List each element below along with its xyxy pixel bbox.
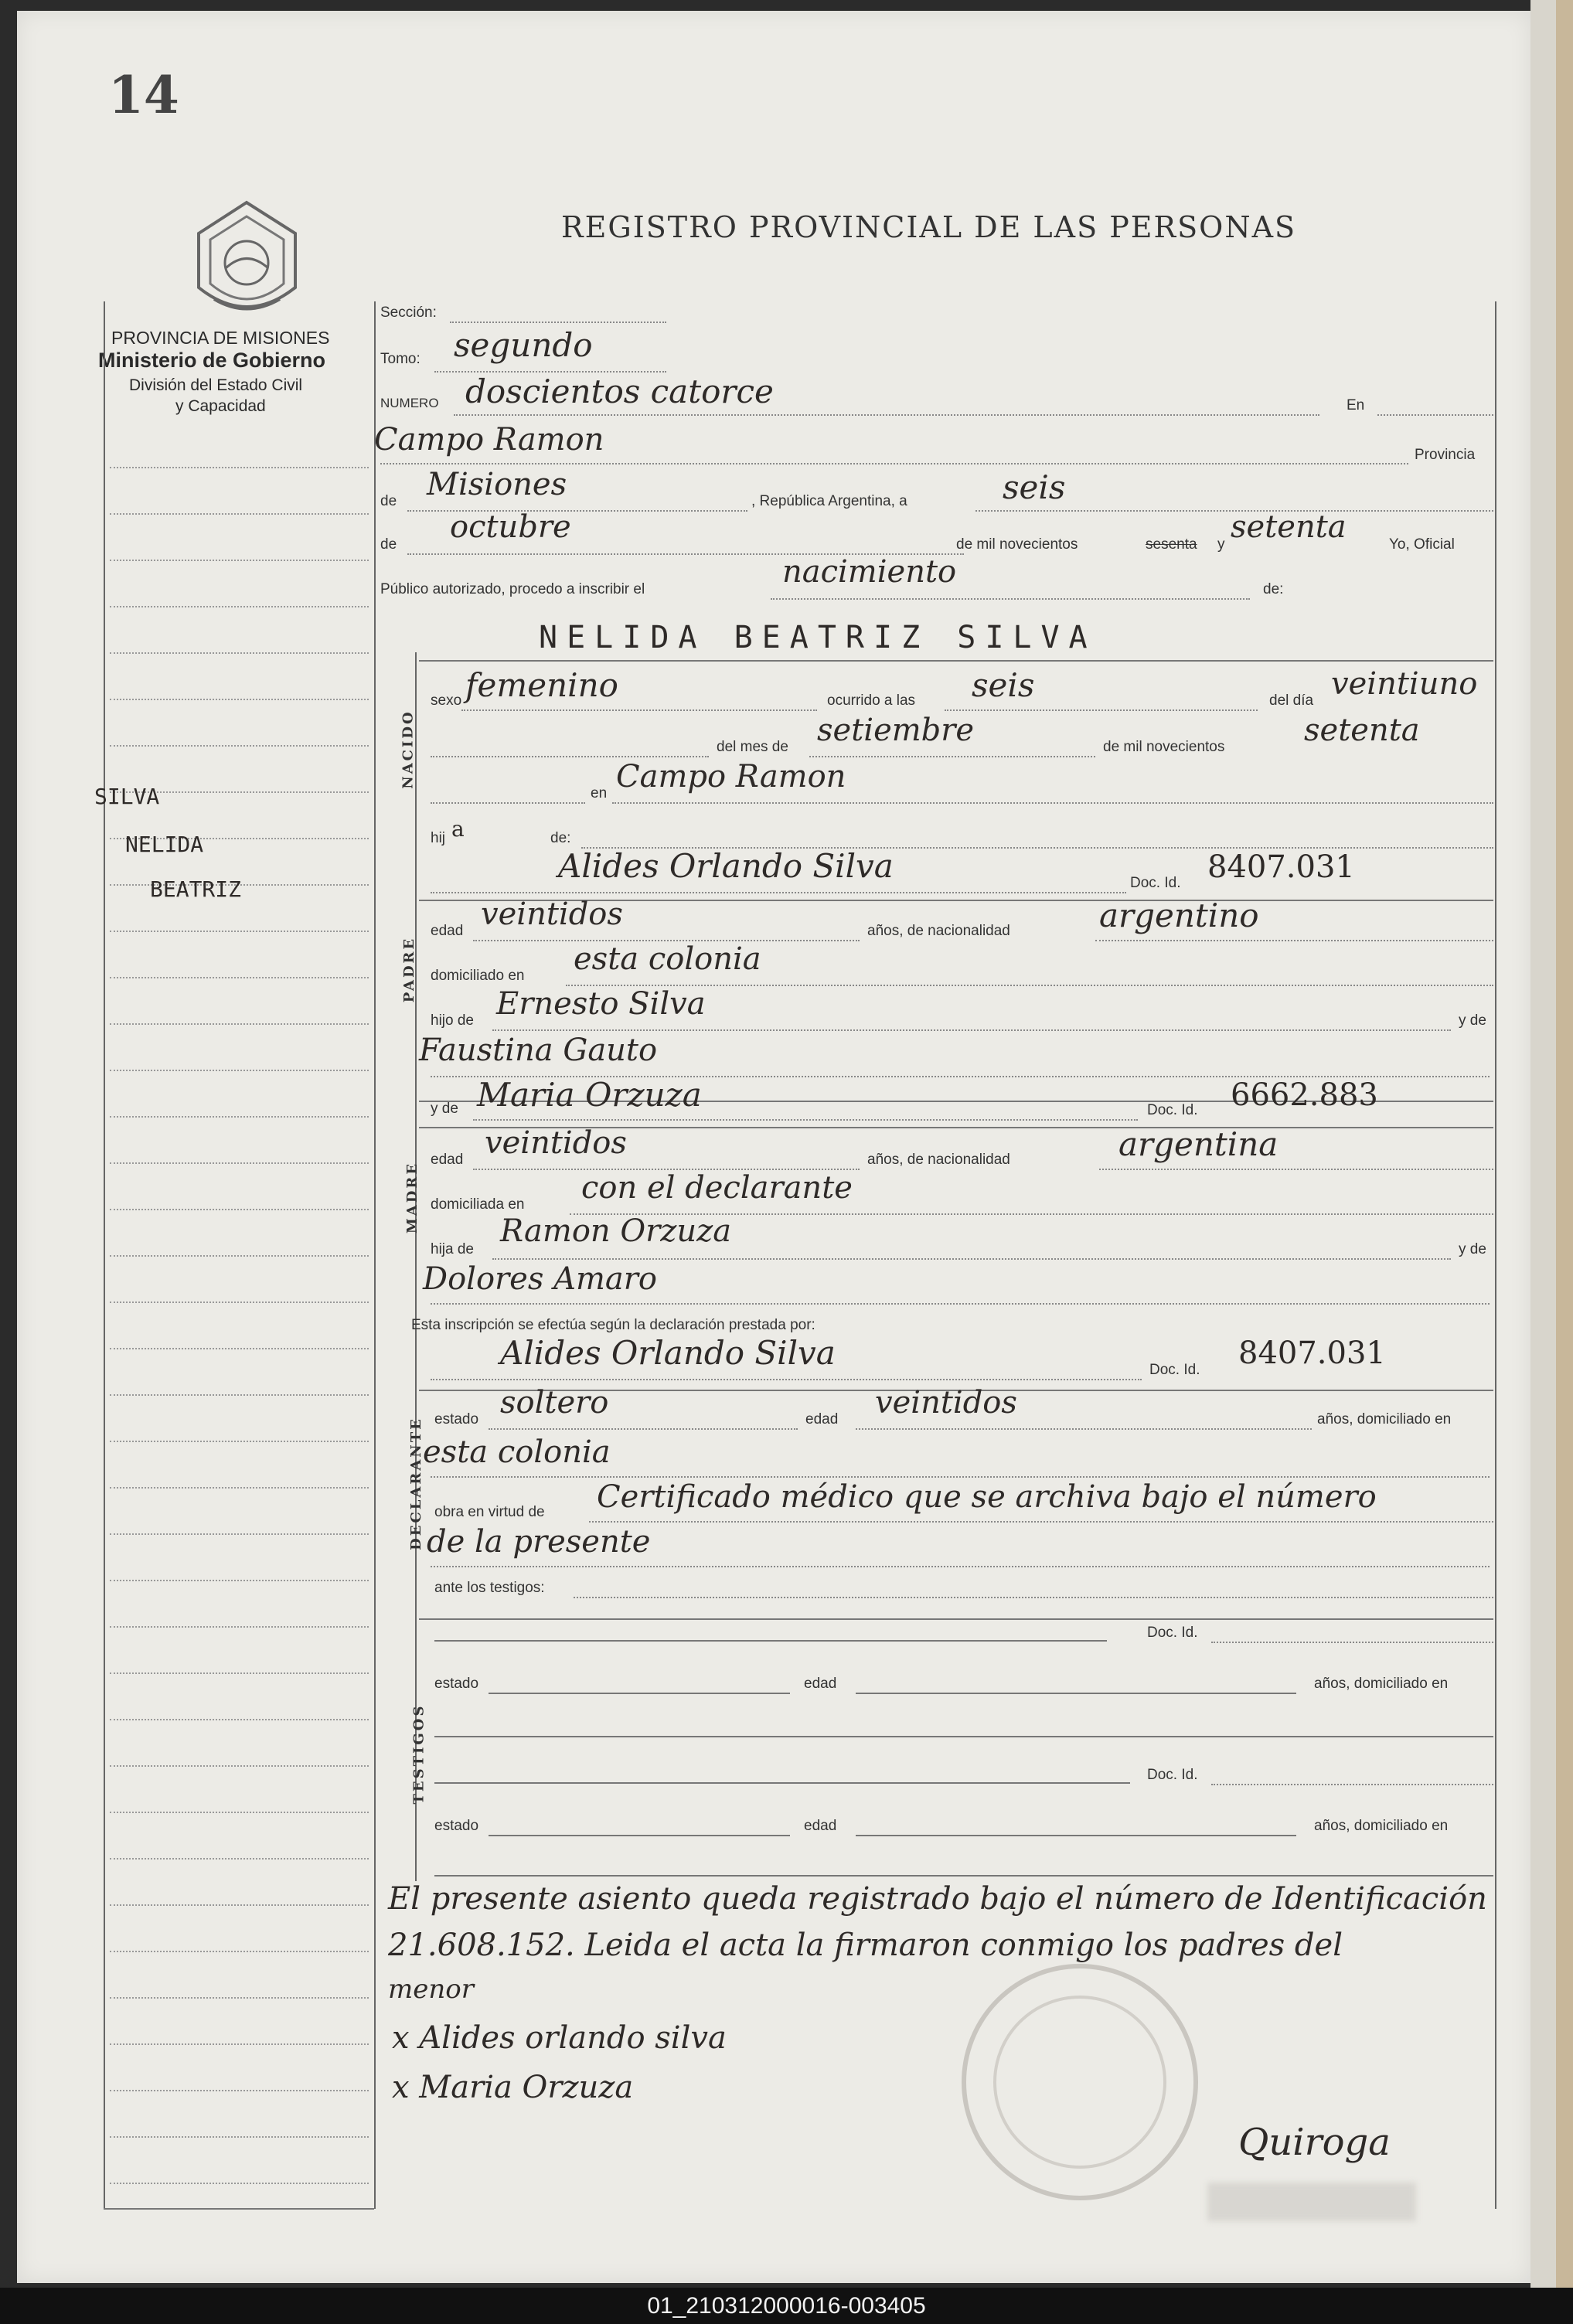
margin-ruling-line <box>110 1904 369 1906</box>
madre-anos-label: años, de nacionalidad <box>867 1152 1010 1168</box>
de-label-3: de: <box>550 830 571 846</box>
ocurrido-label: ocurrido a las <box>827 692 916 709</box>
margin-ruling-line <box>110 977 369 978</box>
declarante-dom-value: esta colonia <box>423 1434 611 1470</box>
page-title: REGISTRO PROVINCIAL DE LAS PERSONAS <box>561 210 1297 244</box>
firma-madre: x Maria Orzuza <box>392 2070 634 2105</box>
margin-ruling-line <box>110 699 369 700</box>
province-label: PROVINCIA DE MISIONES <box>111 328 330 348</box>
margin-ruling-line <box>110 652 369 654</box>
testigo2-estado-label: estado <box>434 1818 479 1834</box>
margin-ruling-line <box>110 1580 369 1581</box>
anio-nac-value: setenta <box>1304 713 1420 748</box>
publico-label: Público autorizado, procedo a inscribir el <box>380 581 645 597</box>
mes-nac-value: setiembre <box>817 713 975 748</box>
margin-ruling-line <box>110 1997 369 1999</box>
ante-label: ante los testigos: <box>434 1580 545 1596</box>
madre-edad-label: edad <box>431 1152 464 1168</box>
margin-surname: SILVA <box>94 784 160 809</box>
padre-side-label: PADRE <box>401 936 418 1003</box>
tomo-value: segundo <box>454 326 593 364</box>
nota-line-2: 21.608.152. Leida el acta la firmaron conmigo los padres del <box>388 1928 1343 1963</box>
testigos-side-label: TESTIGOS <box>410 1703 427 1805</box>
margin-ruling-line <box>110 1951 369 1952</box>
padre-y-de-label: y de <box>1459 1012 1486 1029</box>
margin-ruling-line <box>110 1858 369 1860</box>
ministry-label: Ministerio de Gobierno <box>98 349 326 372</box>
margin-ruling-line <box>110 1441 369 1442</box>
margin-ruling-line <box>110 931 369 932</box>
padre-nac-value: argentino <box>1099 897 1259 934</box>
en-label: En <box>1347 397 1365 413</box>
margin-ruling-line <box>110 1533 369 1535</box>
obra-value-2: de la presente <box>427 1524 651 1560</box>
margin-ruling-line <box>110 2043 369 2045</box>
numero-label: NUMERO <box>380 396 439 410</box>
padre-edad-label: edad <box>431 923 464 939</box>
testigo1-anos-label: años, domiciliado en <box>1314 1676 1449 1692</box>
acto-value: nacimiento <box>782 554 957 590</box>
padre-edad-value: veintidos <box>481 897 623 932</box>
del-mes-label: del mes de <box>717 739 788 755</box>
testigo2-doc-label: Doc. Id. <box>1147 1767 1198 1783</box>
margin-ruling-line <box>110 2136 369 2138</box>
right-border-rule <box>1495 301 1496 2209</box>
padre-doc-value: 8407.031 <box>1207 849 1355 885</box>
margin-ruling-line <box>110 1255 369 1257</box>
margin-bottom-rule <box>104 2208 374 2210</box>
margin-ruling-line <box>110 513 369 515</box>
madre-doc-label: Doc. Id. <box>1147 1102 1198 1118</box>
margin-ruling-line <box>110 1719 369 1720</box>
hij-label: hij <box>431 830 446 846</box>
margin-ruling-line <box>110 1023 369 1025</box>
del-dia-label: del día <box>1269 692 1314 709</box>
padre-dom-value: esta colonia <box>574 941 761 977</box>
margin-ruling-line <box>110 1302 369 1303</box>
testigo1-edad-label: edad <box>804 1676 837 1692</box>
republica-label: , República Argentina, a <box>751 493 907 509</box>
declarante-doc-label: Doc. Id. <box>1149 1362 1200 1378</box>
margin-first-name: NELIDA <box>125 832 204 857</box>
declarante-estado-value: soltero <box>500 1385 609 1421</box>
declarante-doc-value: 8407.031 <box>1238 1336 1386 1371</box>
margin-ruling-line <box>110 1394 369 1396</box>
sexo-label: sexo <box>431 692 462 709</box>
seccion-label: Sección: <box>380 305 437 321</box>
section-rule <box>415 652 417 1881</box>
y-label: y <box>1217 536 1225 553</box>
madre-dom-value: con el declarante <box>581 1170 853 1206</box>
madre-edad-value: veintidos <box>485 1125 627 1161</box>
declarante-anos-label: años, domiciliado en <box>1317 1411 1452 1427</box>
provincia-label: Provincia <box>1415 447 1476 463</box>
document-page <box>17 11 1530 2283</box>
firma-padre: x Alides orlando silva <box>392 2020 727 2056</box>
firma-oficial: Quiroga <box>1238 2121 1391 2164</box>
testigo1-doc-label: Doc. Id. <box>1147 1625 1198 1641</box>
margin-ruling-line <box>110 1812 369 1813</box>
nombre-value: NELIDA BEATRIZ SILVA <box>539 620 1097 655</box>
provincial-seal-icon <box>183 195 311 326</box>
madre-hija-label: hija de <box>431 1241 474 1257</box>
left-margin-rule <box>104 301 105 2209</box>
image-id-footer: 01_210312000016-003405 <box>0 2288 1573 2324</box>
obra-value: Certificado médico que se archiva bajo el número <box>597 1479 1377 1515</box>
anio-value: setenta <box>1231 509 1347 545</box>
sexo-value: femenino <box>465 666 618 704</box>
madre-doc-value: 6662.883 <box>1231 1077 1378 1113</box>
division-label: División del Estado Civil <box>129 376 303 394</box>
declarante-estado-label: estado <box>434 1411 479 1427</box>
margin-ruling-line <box>110 1116 369 1118</box>
margin-ruling-line <box>110 1348 369 1349</box>
margin-ruling-line <box>110 606 369 607</box>
de-mil-label: de mil novecientos <box>956 536 1078 553</box>
margin-ruling-line <box>110 1626 369 1628</box>
nota-line-1: El presente asiento queda registrado bajo el número de Identificación <box>388 1881 1487 1917</box>
margin-ruling-line <box>110 745 369 747</box>
de-mil-label-2: de mil novecientos <box>1103 739 1225 755</box>
padre-hijo-value: Ernesto Silva <box>496 986 706 1022</box>
testigo2-edad-label: edad <box>804 1818 837 1834</box>
de-colon-label: de: <box>1263 581 1284 597</box>
margin-ruling-line <box>110 1070 369 1071</box>
declarante-edad-label: edad <box>805 1411 839 1427</box>
madre-y-de-label-2: y de <box>1459 1241 1486 1257</box>
obra-label: obra en virtud de <box>434 1504 545 1520</box>
margin-ruling-line <box>110 2183 369 2184</box>
margin-ruling-line <box>110 467 369 468</box>
tomo-label: Tomo: <box>380 351 420 367</box>
declarante-value: Alides Orlando Silva <box>500 1334 836 1372</box>
padre-value: Alides Orlando Silva <box>558 847 894 885</box>
margin-second-name: BEATRIZ <box>150 876 242 902</box>
testigo2-anos-label: años, domiciliado en <box>1314 1818 1449 1834</box>
official-stamp-icon <box>952 1955 1207 2210</box>
declarante-side-label: DECLARANTE <box>407 1417 424 1550</box>
hora-value: seis <box>972 666 1035 704</box>
padre-doc-label: Doc. Id. <box>1130 875 1181 891</box>
madre-dom-label: domiciliada en <box>431 1196 525 1213</box>
madre-hija-value: Ramon Orzuza <box>500 1213 732 1249</box>
margin-ruling-line <box>110 1162 369 1164</box>
page-number: 14 <box>108 65 179 125</box>
testigo1-estado-label: estado <box>434 1676 479 1692</box>
numero-value: doscientos catorce <box>465 373 774 410</box>
dia-nac-value: veintiuno <box>1331 666 1478 702</box>
en-label-2: en <box>591 785 608 801</box>
official-stamp-blur <box>1207 2183 1416 2221</box>
margin-ruling-line <box>110 1209 369 1210</box>
margin-ruling-line <box>110 1765 369 1767</box>
padre-dom-label: domiciliado en <box>431 968 525 984</box>
margin-ruling-line <box>110 560 369 561</box>
margin-ruling-line <box>110 2090 369 2091</box>
lugar-value: Campo Ramon <box>374 422 604 458</box>
nota-line-3: menor <box>388 1974 474 2005</box>
provincia-value: Misiones <box>427 467 567 502</box>
division-label-2: y Capacidad <box>175 397 266 415</box>
madre-nac-value: argentina <box>1118 1125 1278 1163</box>
declarante-edad-value: veintidos <box>875 1385 1017 1421</box>
inscripcion-label: Esta inscripción se efectúa según la declaración prestada por: <box>411 1317 815 1333</box>
madre-y-de-label: y de <box>431 1101 458 1117</box>
padre-madre-value: Faustina Gauto <box>419 1033 658 1068</box>
dia-value: seis <box>1003 468 1066 506</box>
margin-ruling-line <box>110 1672 369 1674</box>
madre-value: Maria Orzuza <box>477 1076 702 1114</box>
madre-madre-value: Dolores Amaro <box>423 1261 657 1297</box>
madre-side-label: MADRE <box>404 1161 421 1234</box>
mes-value: octubre <box>450 509 571 545</box>
nacido-side-label: NACIDO <box>400 709 417 789</box>
margin-divider-rule <box>374 301 376 2209</box>
de-label-2: de <box>380 536 397 553</box>
yo-oficial-label: Yo, Oficial <box>1389 536 1455 553</box>
hij-suffix-value: a <box>451 816 465 842</box>
padre-hijo-label: hijo de <box>431 1012 474 1029</box>
book-cover-edge <box>1556 0 1573 2288</box>
sesenta-label: sesenta <box>1146 536 1197 553</box>
padre-anos-label: años, de nacionalidad <box>867 923 1010 939</box>
margin-ruling-line <box>110 1487 369 1489</box>
lugar-nac-value: Campo Ramon <box>616 759 846 795</box>
de-label: de <box>380 493 397 509</box>
